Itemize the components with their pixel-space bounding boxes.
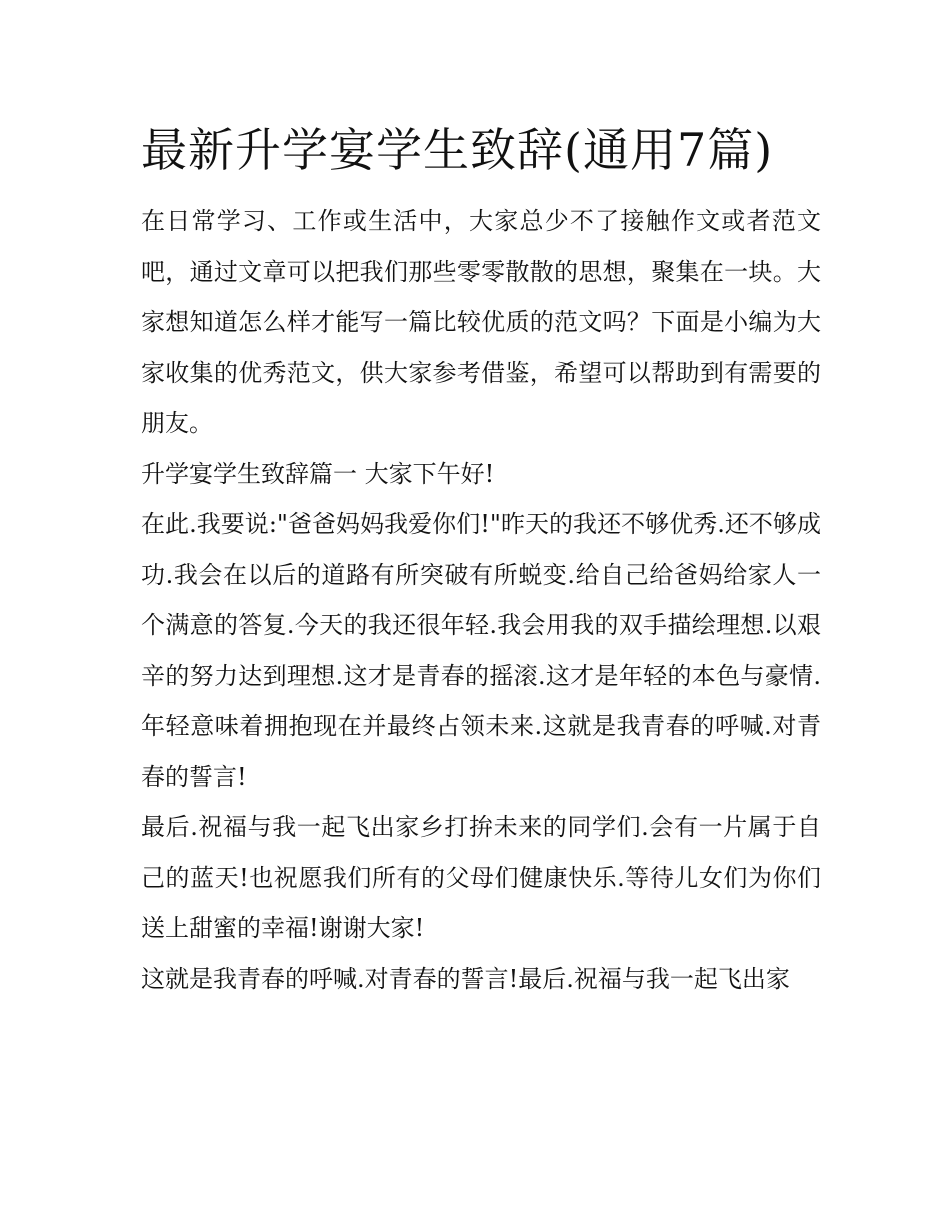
intro-paragraph: 在日常学习、工作或生活中，大家总少不了接触作文或者范文吧，通过文章可以把我们那些零零散散的思想，聚集在一块。大家想知道怎么样才能写一篇比较优质的范文吗？下面是小编为大家收集的优秀范文，供大家参考借鉴，希望可以帮助到有需要的朋友。 — [141, 207, 821, 437]
document-title: 最新升学宴学生致辞(通用7篇) — [141, 123, 774, 177]
body-paragraph: 这就是我青春的呼喊.对青春的誓言!最后.祝福与我一起飞出家 — [141, 964, 790, 993]
document-page — [141, 110, 821, 1004]
body-paragraph: 在此.我要说:"爸爸妈妈我爱你们!"昨天的我还不够优秀.还不够成功.我会在以后的道路有所突破有所蜕变.给自己给爸妈给家人一个满意的答复.今天的我还很年轻.我会用我的双手描绘理想.以艰辛的努力达到理想.这才是青春的摇滚.这才是年轻的本色与豪情.年轻意味着拥抱现在并最终占领未来.这就是我青春的呼喊.对青春的誓言! — [141, 510, 821, 791]
body-paragraph: 最后.祝福与我一起飞出家乡打拚未来的同学们.会有一片属于自己的蓝天!也祝愿我们所有的父母们健康快乐.等待儿女们为你们送上甜蜜的幸福!谢谢大家! — [141, 813, 821, 942]
speech-heading: 升学宴学生致辞篇一 大家下午好! — [141, 459, 495, 488]
